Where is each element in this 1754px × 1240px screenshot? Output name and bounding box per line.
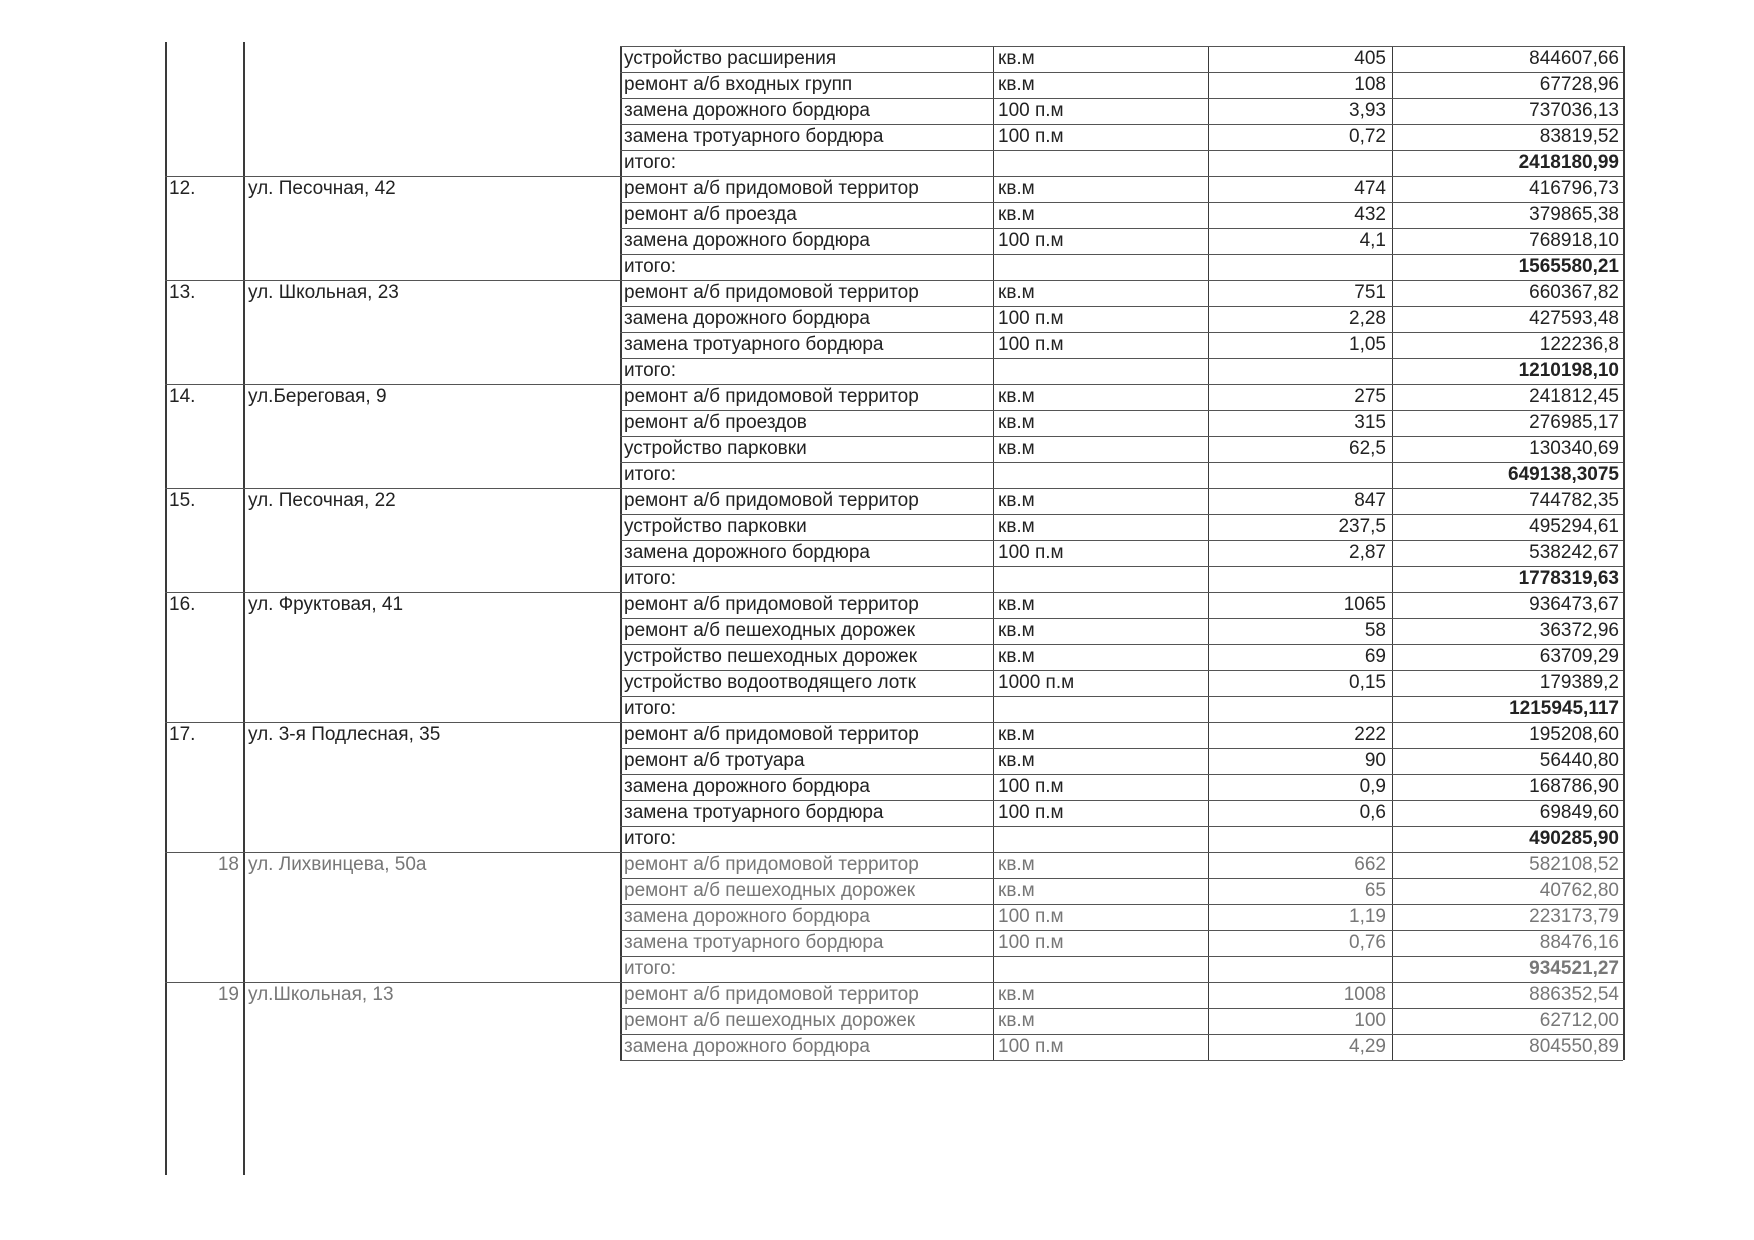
work-cell: ремонт а/б придомовой территор — [624, 386, 919, 407]
unit-cell: кв.м — [998, 646, 1035, 667]
total-sum: 1215945,117 — [1509, 698, 1619, 719]
work-cell: замена дорожного бордюра — [624, 906, 870, 927]
total-sum: 1778319,63 — [1518, 568, 1619, 589]
table-right-border — [1623, 46, 1625, 1060]
group-separator — [165, 852, 620, 853]
row-separator — [620, 540, 1623, 541]
work-cell: ремонт а/б придомовой территор — [624, 282, 919, 303]
sum-cell: 660367,82 — [1529, 282, 1619, 303]
quantity-cell: 275 — [1354, 386, 1386, 407]
total-sum: 1565580,21 — [1518, 256, 1619, 277]
quantity-cell: 847 — [1354, 490, 1386, 511]
quantity-cell: 0,15 — [1349, 672, 1386, 693]
work-cell: ремонт а/б придомовой территор — [624, 724, 919, 745]
row-separator — [620, 306, 1623, 307]
group-separator — [165, 384, 620, 385]
sum-cell: 844607,66 — [1529, 48, 1619, 69]
quantity-cell: 237,5 — [1338, 516, 1386, 537]
quantity-cell: 100 — [1354, 1010, 1386, 1031]
row-separator — [620, 280, 1623, 281]
row-separator — [620, 618, 1623, 619]
row-separator — [620, 462, 1623, 463]
sum-cell: 195208,60 — [1529, 724, 1619, 745]
row-separator — [620, 202, 1623, 203]
sum-cell: 276985,17 — [1529, 412, 1619, 433]
quantity-cell: 58 — [1364, 620, 1386, 641]
work-cell: замена дорожного бордюра — [624, 308, 870, 329]
unit-cell: кв.м — [998, 48, 1035, 69]
address-cell: ул. Фруктовая, 41 — [248, 594, 404, 615]
quantity-cell: 3,93 — [1349, 100, 1386, 121]
unit-cell: 100 п.м — [998, 542, 1064, 563]
unit-cell: кв.м — [998, 984, 1035, 1005]
sum-cell: 56440,80 — [1539, 750, 1619, 771]
row-separator — [620, 332, 1623, 333]
unit-cell: 100 п.м — [998, 308, 1064, 329]
row-separator — [620, 72, 1623, 73]
work-cell: ремонт а/б придомовой территор — [624, 984, 919, 1005]
row-separator — [620, 982, 1623, 983]
sum-cell: 379865,38 — [1529, 204, 1619, 225]
row-separator — [620, 592, 1623, 593]
work-cell: устройство расширения — [624, 48, 837, 69]
row-number: 14. — [169, 386, 196, 407]
row-separator — [620, 228, 1623, 229]
work-cell: ремонт а/б тротуара — [624, 750, 805, 771]
total-label: итого: — [624, 464, 677, 485]
quantity-cell: 2,28 — [1349, 308, 1386, 329]
row-separator — [620, 98, 1623, 99]
unit-cell: 100 п.м — [998, 906, 1064, 927]
work-cell: ремонт а/б пешеходных дорожек — [624, 1010, 916, 1031]
quantity-cell: 0,6 — [1359, 802, 1386, 823]
qty-column-border — [1208, 46, 1209, 1060]
total-label: итого: — [624, 958, 677, 979]
unit-cell: 100 п.м — [998, 334, 1064, 355]
row-separator — [620, 254, 1623, 255]
quantity-cell: 0,9 — [1359, 776, 1386, 797]
sum-cell: 804550,89 — [1529, 1036, 1619, 1057]
sum-cell: 241812,45 — [1529, 386, 1619, 407]
sum-cell: 936473,67 — [1529, 594, 1619, 615]
work-cell: замена дорожного бордюра — [624, 100, 870, 121]
work-cell: ремонт а/б придомовой территор — [624, 490, 919, 511]
work-cell: ремонт а/б пешеходных дорожек — [624, 620, 916, 641]
work-cell: устройство пешеходных дорожек — [624, 646, 918, 667]
total-sum: 2418180,99 — [1518, 152, 1619, 173]
work-cell: устройство водоотводящего лотк — [624, 672, 916, 693]
sum-cell: 40762,80 — [1539, 880, 1619, 901]
quantity-cell: 4,29 — [1349, 1036, 1386, 1057]
quantity-cell: 1008 — [1343, 984, 1386, 1005]
group-separator — [165, 722, 620, 723]
row-separator — [620, 748, 1623, 749]
row-separator — [620, 566, 1623, 567]
total-label: итого: — [624, 152, 677, 173]
row-number: 18 — [217, 854, 239, 875]
row-separator — [620, 176, 1623, 177]
quantity-cell: 2,87 — [1349, 542, 1386, 563]
sum-cell: 88476,16 — [1539, 932, 1619, 953]
sum-cell: 416796,73 — [1529, 178, 1619, 199]
work-cell: ремонт а/б придомовой территор — [624, 178, 919, 199]
work-cell: ремонт а/б пешеходных дорожек — [624, 880, 916, 901]
row-separator — [620, 800, 1623, 801]
sum-cell: 130340,69 — [1529, 438, 1619, 459]
address-column-border — [243, 42, 245, 1175]
row-separator — [620, 722, 1623, 723]
unit-cell: 100 п.м — [998, 932, 1064, 953]
unit-cell: кв.м — [998, 750, 1035, 771]
row-separator — [620, 696, 1623, 697]
sum-cell: 495294,61 — [1529, 516, 1619, 537]
work-cell: ремонт а/б проезда — [624, 204, 797, 225]
row-separator — [620, 852, 1623, 853]
unit-cell: кв.м — [998, 438, 1035, 459]
unit-cell: 100 п.м — [998, 100, 1064, 121]
work-cell: замена тротуарного бордюра — [624, 334, 884, 355]
work-cell: замена дорожного бордюра — [624, 230, 870, 251]
work-cell: ремонт а/б входных групп — [624, 74, 853, 95]
total-sum: 934521,27 — [1529, 958, 1619, 979]
sum-cell: 744782,35 — [1529, 490, 1619, 511]
row-separator — [620, 124, 1623, 125]
quantity-cell: 751 — [1354, 282, 1386, 303]
row-separator — [620, 488, 1623, 489]
unit-column-border — [993, 46, 994, 1060]
row-separator — [620, 670, 1623, 671]
work-cell: замена тротуарного бордюра — [624, 126, 884, 147]
unit-cell: кв.м — [998, 178, 1035, 199]
work-cell: замена тротуарного бордюра — [624, 932, 884, 953]
row-separator — [620, 514, 1623, 515]
sum-column-border — [1392, 46, 1393, 1060]
work-cell: ремонт а/б придомовой территор — [624, 594, 919, 615]
unit-cell: кв.м — [998, 386, 1035, 407]
sum-cell: 179389,2 — [1539, 672, 1619, 693]
quantity-cell: 62,5 — [1349, 438, 1386, 459]
row-separator — [620, 878, 1623, 879]
unit-cell: 100 п.м — [998, 776, 1064, 797]
work-cell: замена дорожного бордюра — [624, 1036, 870, 1057]
work-cell: замена дорожного бордюра — [624, 776, 870, 797]
work-cell: замена тротуарного бордюра — [624, 802, 884, 823]
group-separator — [165, 592, 620, 593]
address-cell: ул. 3-я Подлесная, 35 — [248, 724, 441, 745]
total-label: итого: — [624, 698, 677, 719]
unit-cell: кв.м — [998, 724, 1035, 745]
sum-cell: 886352,54 — [1529, 984, 1619, 1005]
unit-cell: кв.м — [998, 490, 1035, 511]
unit-cell: кв.м — [998, 1010, 1035, 1031]
unit-cell: кв.м — [998, 594, 1035, 615]
row-number: 12. — [169, 178, 196, 199]
work-cell: ремонт а/б придомовой территор — [624, 854, 919, 875]
quantity-cell: 315 — [1354, 412, 1386, 433]
unit-cell: кв.м — [998, 620, 1035, 641]
address-cell: ул. Школьная, 23 — [248, 282, 399, 303]
unit-cell: кв.м — [998, 880, 1035, 901]
quantity-cell: 1065 — [1343, 594, 1386, 615]
sum-cell: 582108,52 — [1529, 854, 1619, 875]
row-number: 19 — [217, 984, 239, 1005]
row-separator — [620, 150, 1623, 151]
quantity-cell: 69 — [1364, 646, 1386, 667]
quantity-cell: 432 — [1354, 204, 1386, 225]
group-separator — [165, 280, 620, 281]
sum-cell: 69849,60 — [1539, 802, 1619, 823]
unit-cell: 100 п.м — [998, 126, 1064, 147]
sum-cell: 36372,96 — [1539, 620, 1619, 641]
row-separator — [620, 436, 1623, 437]
group-separator — [165, 982, 620, 983]
unit-cell: кв.м — [998, 74, 1035, 95]
quantity-cell: 1,05 — [1349, 334, 1386, 355]
work-cell: устройство парковки — [624, 438, 807, 459]
sum-cell: 737036,13 — [1529, 100, 1619, 121]
table-top-border — [620, 46, 1623, 47]
address-cell: ул.Школьная, 13 — [248, 984, 394, 1005]
unit-cell: кв.м — [998, 516, 1035, 537]
total-label: итого: — [624, 568, 677, 589]
quantity-cell: 662 — [1354, 854, 1386, 875]
unit-cell: кв.м — [998, 282, 1035, 303]
row-separator — [620, 644, 1623, 645]
quantity-cell: 0,76 — [1349, 932, 1386, 953]
total-label: итого: — [624, 828, 677, 849]
work-column-border — [620, 46, 622, 1060]
row-number: 17. — [169, 724, 196, 745]
quantity-cell: 222 — [1354, 724, 1386, 745]
unit-cell: 100 п.м — [998, 1036, 1064, 1057]
sum-cell: 168786,90 — [1529, 776, 1619, 797]
row-number: 13. — [169, 282, 196, 303]
quantity-cell: 4,1 — [1359, 230, 1386, 251]
unit-cell: кв.м — [998, 204, 1035, 225]
row-number: 15. — [169, 490, 196, 511]
row-separator — [620, 1060, 1623, 1061]
sum-cell: 62712,00 — [1539, 1010, 1619, 1031]
address-cell: ул. Песочная, 42 — [248, 178, 396, 199]
total-sum: 649138,3075 — [1508, 464, 1619, 485]
unit-cell: кв.м — [998, 412, 1035, 433]
row-number: 16. — [169, 594, 196, 615]
row-separator — [620, 930, 1623, 931]
quantity-cell: 474 — [1354, 178, 1386, 199]
group-separator — [165, 488, 620, 489]
sum-cell: 122236,8 — [1539, 334, 1619, 355]
total-sum: 1210198,10 — [1518, 360, 1619, 381]
quantity-cell: 0,72 — [1349, 126, 1386, 147]
unit-cell: кв.м — [998, 854, 1035, 875]
unit-cell: 100 п.м — [998, 802, 1064, 823]
total-label: итого: — [624, 256, 677, 277]
row-separator — [620, 904, 1623, 905]
sum-cell: 67728,96 — [1539, 74, 1619, 95]
row-separator — [620, 826, 1623, 827]
quantity-cell: 405 — [1354, 48, 1386, 69]
sum-cell: 768918,10 — [1529, 230, 1619, 251]
quantity-cell: 65 — [1364, 880, 1386, 901]
row-separator — [620, 358, 1623, 359]
quantity-cell: 108 — [1354, 74, 1386, 95]
unit-cell: 100 п.м — [998, 230, 1064, 251]
quantity-cell: 1,19 — [1349, 906, 1386, 927]
sum-cell: 83819,52 — [1539, 126, 1619, 147]
row-separator — [620, 956, 1623, 957]
work-cell: ремонт а/б проездов — [624, 412, 807, 433]
row-separator — [620, 410, 1623, 411]
total-sum: 490285,90 — [1529, 828, 1619, 849]
total-label: итого: — [624, 360, 677, 381]
unit-cell: 1000 п.м — [998, 672, 1075, 693]
row-separator — [620, 1008, 1623, 1009]
work-cell: замена дорожного бордюра — [624, 542, 870, 563]
sum-cell: 63709,29 — [1539, 646, 1619, 667]
address-cell: ул. Лихвинцева, 50а — [248, 854, 427, 875]
address-cell: ул. Песочная, 22 — [248, 490, 396, 511]
group-separator — [165, 176, 620, 177]
row-separator — [620, 384, 1623, 385]
work-cell: устройство парковки — [624, 516, 807, 537]
row-separator — [620, 1034, 1623, 1035]
quantity-cell: 90 — [1364, 750, 1386, 771]
sum-cell: 538242,67 — [1529, 542, 1619, 563]
sum-cell: 427593,48 — [1529, 308, 1619, 329]
sum-cell: 223173,79 — [1529, 906, 1619, 927]
row-separator — [620, 774, 1623, 775]
address-cell: ул.Береговая, 9 — [248, 386, 387, 407]
